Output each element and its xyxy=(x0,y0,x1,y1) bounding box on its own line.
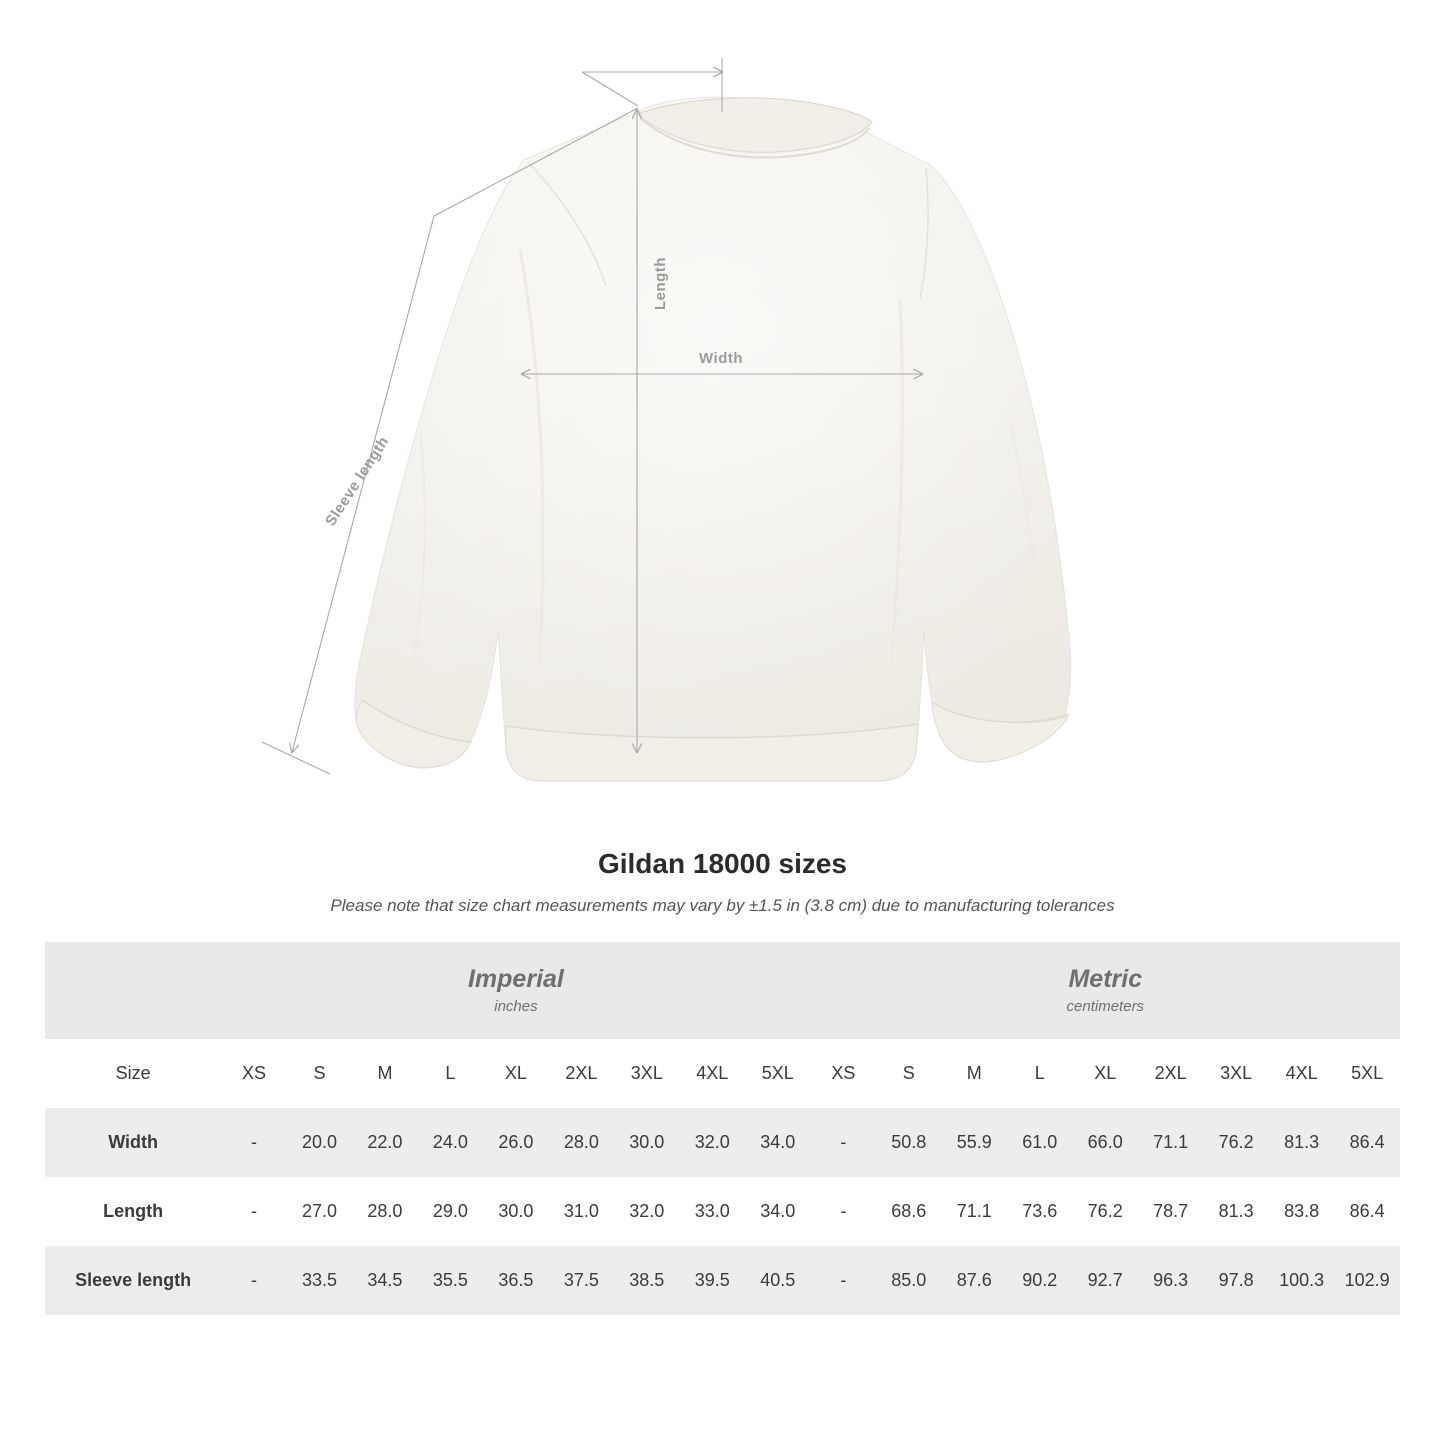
header-imperial-4xl: 4XL xyxy=(680,1039,745,1108)
width-in-xl: 26.0 xyxy=(483,1108,548,1177)
width-in-4xl: 32.0 xyxy=(680,1108,745,1177)
length-in-l: 29.0 xyxy=(418,1177,483,1246)
sleeve-length-dimension-label: Sleeve length xyxy=(322,433,393,530)
imperial-label: Imperial xyxy=(467,965,564,993)
sleeve-cm-xs: - xyxy=(811,1246,876,1315)
length-cm-m: 71.1 xyxy=(942,1177,1007,1246)
metric-label: Metric xyxy=(1068,965,1143,993)
table-row xyxy=(45,1177,1400,1246)
metric-sublabel: centimeters xyxy=(1066,998,1145,1016)
width-cm-xs: - xyxy=(811,1108,876,1177)
width-in-m: 22.0 xyxy=(352,1108,417,1177)
sleeve-in-s: 33.5 xyxy=(287,1246,352,1315)
header-imperial-s: S xyxy=(287,1039,352,1108)
width-dimension-label: Width xyxy=(699,350,744,367)
length-cm-4xl: 83.8 xyxy=(1269,1177,1334,1246)
width-cm-xl: 66.0 xyxy=(1072,1108,1137,1177)
sleeve-in-m: 34.5 xyxy=(352,1246,417,1315)
sleeve-cm-5xl: 102.9 xyxy=(1334,1246,1400,1315)
title-block xyxy=(0,848,1445,916)
row-label-length: Length xyxy=(45,1177,221,1246)
length-cm-l: 73.6 xyxy=(1007,1177,1072,1246)
unit-header-spacer xyxy=(45,942,221,1039)
size-row-header: Size xyxy=(45,1039,221,1108)
header-metric-xs: XS xyxy=(811,1039,876,1108)
length-cm-xs: - xyxy=(811,1177,876,1246)
header-metric-m: M xyxy=(942,1039,1007,1108)
sleeve-in-2xl: 37.5 xyxy=(549,1246,614,1315)
sleeve-in-4xl: 39.5 xyxy=(680,1246,745,1315)
width-cm-l: 61.0 xyxy=(1007,1108,1072,1177)
sleeve-cm-xl: 92.7 xyxy=(1072,1246,1137,1315)
header-metric-xl: XL xyxy=(1072,1039,1137,1108)
header-imperial-5xl: 5XL xyxy=(745,1039,811,1108)
header-imperial-xl: XL xyxy=(483,1039,548,1108)
width-cm-2xl: 71.1 xyxy=(1138,1108,1203,1177)
width-cm-5xl: 86.4 xyxy=(1334,1108,1400,1177)
header-metric-4xl: 4XL xyxy=(1269,1039,1334,1108)
size-table xyxy=(45,942,1400,1315)
width-in-s: 20.0 xyxy=(287,1108,352,1177)
sleeve-cm-s: 85.0 xyxy=(876,1246,941,1315)
header-imperial-2xl: 2XL xyxy=(549,1039,614,1108)
sleeve-in-xs: - xyxy=(221,1246,286,1315)
sleeve-in-xl: 36.5 xyxy=(483,1246,548,1315)
length-in-xs: - xyxy=(221,1177,286,1246)
length-in-2xl: 31.0 xyxy=(549,1177,614,1246)
size-table-wrapper xyxy=(0,942,1445,1315)
header-metric-3xl: 3XL xyxy=(1203,1039,1268,1108)
length-in-xl: 30.0 xyxy=(483,1177,548,1246)
width-cm-4xl: 81.3 xyxy=(1269,1108,1334,1177)
length-in-m: 28.0 xyxy=(352,1177,417,1246)
row-label-width: Width xyxy=(45,1108,221,1177)
width-cm-3xl: 76.2 xyxy=(1203,1108,1268,1177)
width-in-5xl: 34.0 xyxy=(745,1108,811,1177)
width-in-l: 24.0 xyxy=(418,1108,483,1177)
width-in-xs: - xyxy=(221,1108,286,1177)
length-in-s: 27.0 xyxy=(287,1177,352,1246)
sleeve-cm-3xl: 97.8 xyxy=(1203,1246,1268,1315)
sleeve-in-5xl: 40.5 xyxy=(745,1246,811,1315)
header-metric-5xl: 5XL xyxy=(1334,1039,1400,1108)
imperial-unit-header xyxy=(221,942,810,1039)
length-dimension-label: Length xyxy=(652,257,669,310)
width-in-3xl: 30.0 xyxy=(614,1108,679,1177)
header-metric-l: L xyxy=(1007,1039,1072,1108)
length-in-4xl: 33.0 xyxy=(680,1177,745,1246)
sleeve-cm-l: 90.2 xyxy=(1007,1246,1072,1315)
row-label-sleeve-length: Sleeve length xyxy=(45,1246,221,1315)
header-imperial-3xl: 3XL xyxy=(614,1039,679,1108)
sleeve-in-3xl: 38.5 xyxy=(614,1246,679,1315)
length-cm-xl: 76.2 xyxy=(1072,1177,1137,1246)
width-cm-s: 50.8 xyxy=(876,1108,941,1177)
length-cm-3xl: 81.3 xyxy=(1203,1177,1268,1246)
tolerance-note: Please note that size chart measurements may vary by ±1.5 in (3.8 cm) due to manufacturing tolerances xyxy=(330,896,1115,915)
length-cm-s: 68.6 xyxy=(876,1177,941,1246)
length-in-3xl: 32.0 xyxy=(614,1177,679,1246)
sleeve-cm-2xl: 96.3 xyxy=(1138,1246,1203,1315)
sweatshirt-body xyxy=(355,97,1071,781)
page-title: Gildan 18000 sizes xyxy=(597,848,848,879)
header-metric-2xl: 2XL xyxy=(1138,1039,1203,1108)
metric-unit-header xyxy=(811,942,1400,1039)
header-imperial-xs: XS xyxy=(221,1039,286,1108)
width-cm-m: 55.9 xyxy=(942,1108,1007,1177)
header-metric-s: S xyxy=(876,1039,941,1108)
length-in-5xl: 34.0 xyxy=(745,1177,811,1246)
length-cm-2xl: 78.7 xyxy=(1138,1177,1203,1246)
header-imperial-l: L xyxy=(418,1039,483,1108)
length-cm-5xl: 86.4 xyxy=(1334,1177,1400,1246)
width-in-2xl: 28.0 xyxy=(549,1108,614,1177)
sleeve-cm-4xl: 100.3 xyxy=(1269,1246,1334,1315)
unit-header-row xyxy=(45,942,1400,1039)
sleeve-cm-m: 87.6 xyxy=(942,1246,1007,1315)
sleeve-in-l: 35.5 xyxy=(418,1246,483,1315)
imperial-sublabel: inches xyxy=(494,998,538,1016)
header-imperial-m: M xyxy=(352,1039,417,1108)
table-row xyxy=(45,1108,1400,1177)
size-header-row xyxy=(45,1039,1400,1108)
table-row xyxy=(45,1246,1400,1315)
